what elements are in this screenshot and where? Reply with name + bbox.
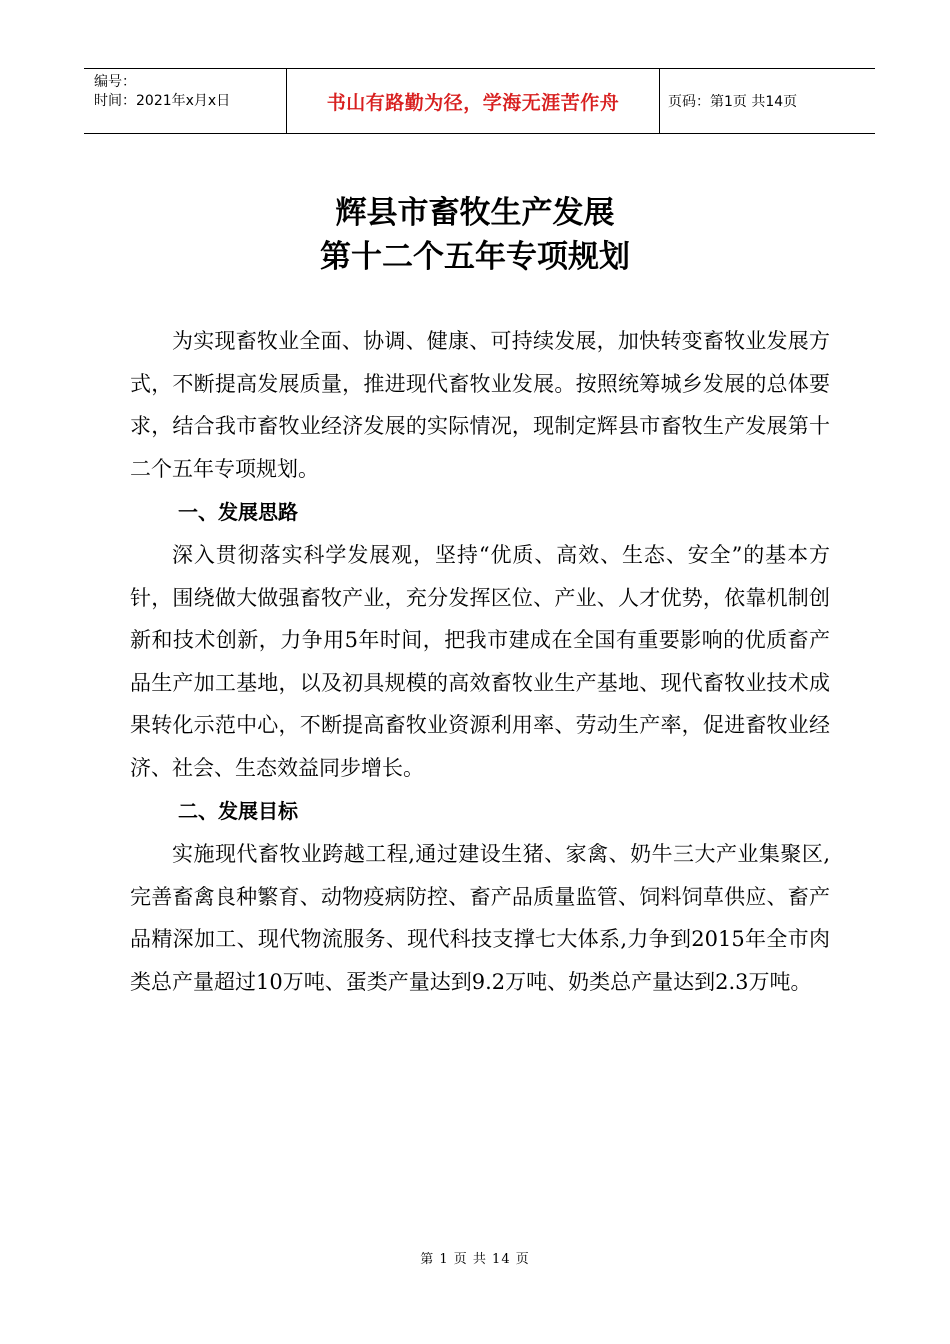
section-paragraph-1: 深入贯彻落实科学发展观，坚持“优质、高效、生态、安全”的基本方针，围绕做大做强畜牧产业，充分发挥区位、产业、人才优势，依靠机制创新和技术创新，力争用5年时间，把我市建成在全国有重要影响的优质畜产品生产加工基地，以及初具规模的高效畜牧业生产基地、现代畜牧业技术成果转化示范中心，不断提高畜牧业资源利用率、劳动生产率，促进畜牧业经济、社会、生态效益同步增长。 [130, 543, 830, 780]
intro-paragraph: 为实现畜牧业全面、协调、健康、可持续发展，加快转变畜牧业发展方式，不断提高发展质量，推进现代畜牧业发展。按照统筹城乡发展的总体要求，结合我市畜牧业经济发展的实际情况，现制定辉县市畜牧生产发展第十二个五年专项规划。 [130, 329, 830, 481]
header-meta [84, 69, 286, 133]
section-heading-1: 一、发展思路 [178, 500, 298, 524]
document-body [130, 320, 830, 1003]
document-number-label: 编号： [94, 74, 136, 90]
section-heading-2: 二、发展目标 [178, 799, 298, 823]
page-header [84, 68, 875, 134]
document-date: 时间：2021年x月x日 [94, 93, 231, 109]
section-paragraph-2: 实施现代畜牧业跨越工程,通过建设生猪、家禽、奶牛三大产业集聚区,完善畜禽良种繁育、动物疫病防控、畜产品质量监管、饲料饲草供应、畜产品精深加工、现代物流服务、现代科技支撑七大体系,力争到2015年全市肉类总产量超过10万吨、蛋类产量达到9.2万吨、奶类总产量达到2.3万吨。 [130, 842, 830, 994]
document-title-line1: 辉县市畜牧生产发展 [335, 195, 615, 231]
header-motto: 书山有路勤为径，学海无涯苦作舟 [286, 69, 660, 133]
page-footer: 第 1 页 共 14 页 [420, 1252, 530, 1267]
header-page-info: 页码：第1页 共14页 [668, 94, 798, 110]
document-title-line2: 第十二个五年专项规划 [320, 239, 630, 275]
